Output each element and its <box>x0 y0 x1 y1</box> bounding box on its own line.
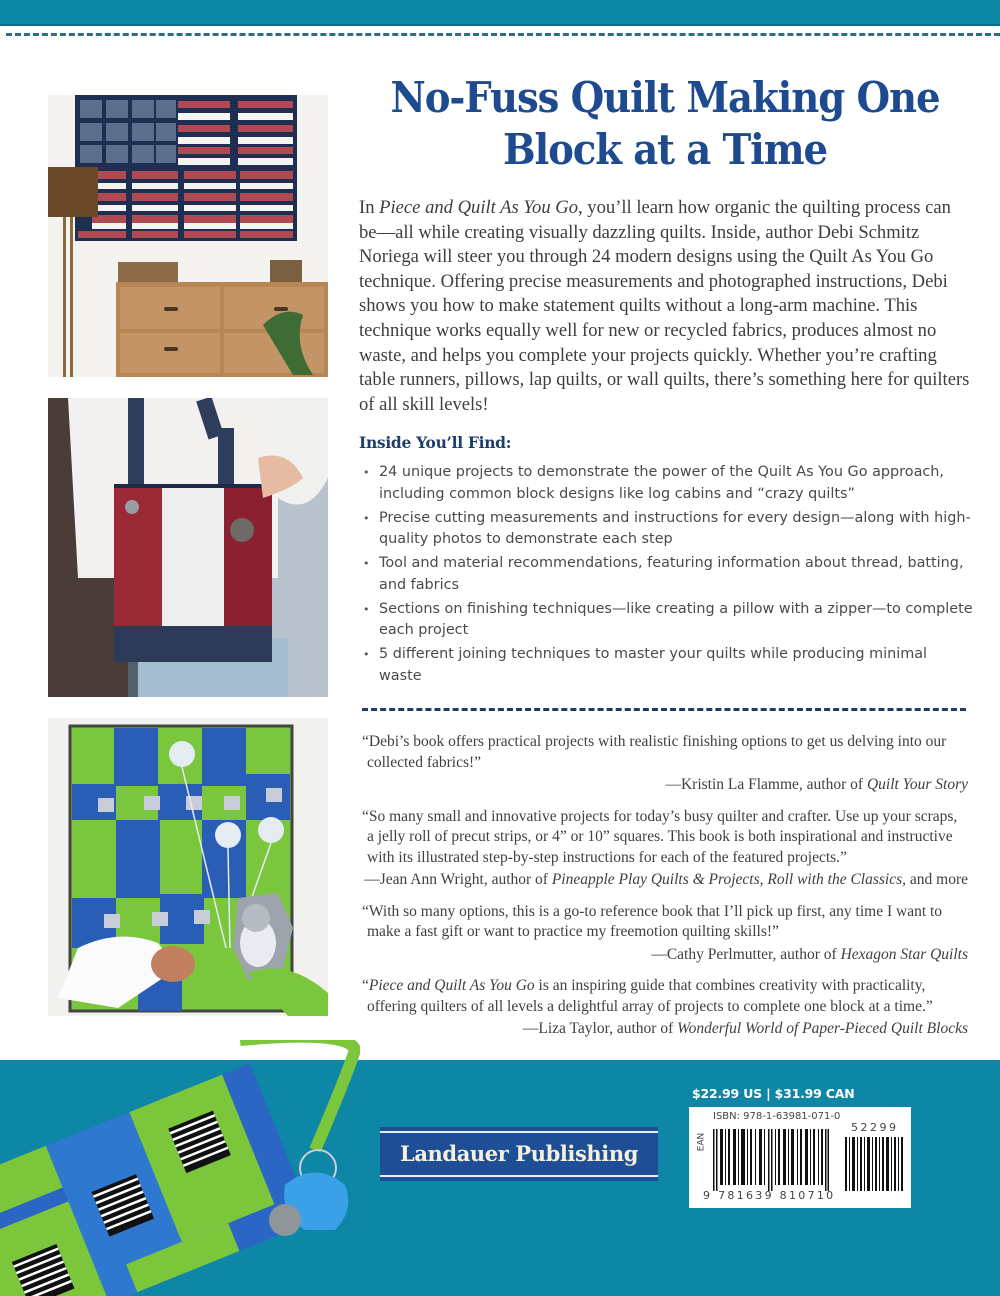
intro-book-title: Piece and Quilt As You Go <box>379 197 578 218</box>
quote-text: “Debi’s book offers practical projects with realistic finishing options to get us delving into our collected fabrics!” <box>362 733 947 771</box>
publisher-name: Landauer Publishing <box>399 1141 639 1166</box>
endorsements <box>362 732 968 1051</box>
endorsement <box>362 807 968 891</box>
feature-item: • Sections on finishing techniques—like creating a pillow with a zipper—to complete each project <box>363 599 973 642</box>
price-label: $22.99 US | $31.99 CAN <box>692 1086 855 1101</box>
isbn-text: ISBN: 978-1-63981-071-0 <box>713 1111 841 1122</box>
intro-body: , you’ll learn how organic the quilting process can be—all while creating visually dazzling quilts. Inside, author Debi Schmitz Noriega will steer you through 24 modern designs using the Quilt As You Go technique. Offering precise measurements and photographed instructions, Debi shows you how to make statement quilts without a long-arm machine. This technique works equally well for new or recycled fabrics, produces almost no waste, and helps you complete your projects quickly. Whether you’re crafting table runners, pillows, lap quilts, or wall quilts, there’s something here for quilters of all skill levels! <box>359 197 970 415</box>
feature-item: • Precise cutting measurements and instructions for every design—along with high-quality photos to demonstrate each step <box>363 508 973 551</box>
quote-text: “Piece and Quilt As You Go is an inspiring guide that combines creativity with practicality, offering quilters of all levels a delightful array of projects to complete one block at a time.” <box>362 977 933 1015</box>
flag-quilt-wall-photo <box>48 95 328 377</box>
intro-paragraph <box>359 196 971 417</box>
inside-section-title: Inside You’ll Find: <box>359 433 512 452</box>
quote-text: “So many small and innovative projects for today’s busy quilter and crafter. Use up your scraps, a jelly roll of precut strips, or 4” or 10” squares. This book is both inspirational and instructive with its illustrated step-by-step instructions for each of the featured projects.” <box>362 807 958 866</box>
pouch-photo <box>0 1040 360 1296</box>
price-addon-barcode <box>845 1137 903 1191</box>
quote-attribution: —Jean Ann Wright, author of Pineapple Play Quilts & Projects, Roll with the Classics, and more <box>364 871 968 888</box>
publisher-logo <box>380 1131 658 1177</box>
tote-bag-photo <box>48 398 328 697</box>
quote-attribution: —Cathy Perlmutter, author of Hexagon Star Quilts <box>651 945 968 963</box>
ean-barcode <box>713 1129 829 1191</box>
baby-quilt-photo <box>48 718 328 1016</box>
barcode-panel <box>689 1107 911 1208</box>
intro-prefix: In <box>359 197 380 218</box>
top-stitch-divider <box>6 33 1000 36</box>
headline-line-2: Block at a Time <box>502 125 828 174</box>
middle-stitch-divider <box>362 708 966 711</box>
price-code: 52299 <box>851 1121 899 1134</box>
headline-line-1: No-Fuss Quilt Making One <box>390 73 940 122</box>
endorsement <box>362 976 968 1040</box>
feature-item: • 24 unique projects to demonstrate the power of the Quilt As You Go approach, including common block designs like log cabins and “crazy quilts” <box>363 462 973 505</box>
ean-digits: 9 781639 810710 <box>703 1189 836 1202</box>
quote-attribution: —Kristin La Flamme, author of Quilt Your Story <box>665 776 968 793</box>
top-teal-band <box>0 0 1000 26</box>
feature-item: • 5 different joining techniques to master your quilts while producing minimal waste <box>363 644 973 687</box>
feature-list <box>363 462 973 690</box>
endorsement <box>362 902 968 966</box>
quote-attribution: —Liza Taylor, author of Wonderful World of Paper-Pieced Quilt Blocks <box>522 1020 968 1037</box>
ean-label: EAN <box>696 1132 707 1152</box>
feature-item: • Tool and material recommendations, featuring information about thread, batting, and fabrics <box>363 553 973 596</box>
quote-text: “With so many options, this is a go-to reference book that I’ll pick up first, any time I want to make a fast gift or want to practice my freemotion quilting skills!” <box>362 902 943 940</box>
endorsement <box>362 732 968 796</box>
headline <box>384 72 945 176</box>
